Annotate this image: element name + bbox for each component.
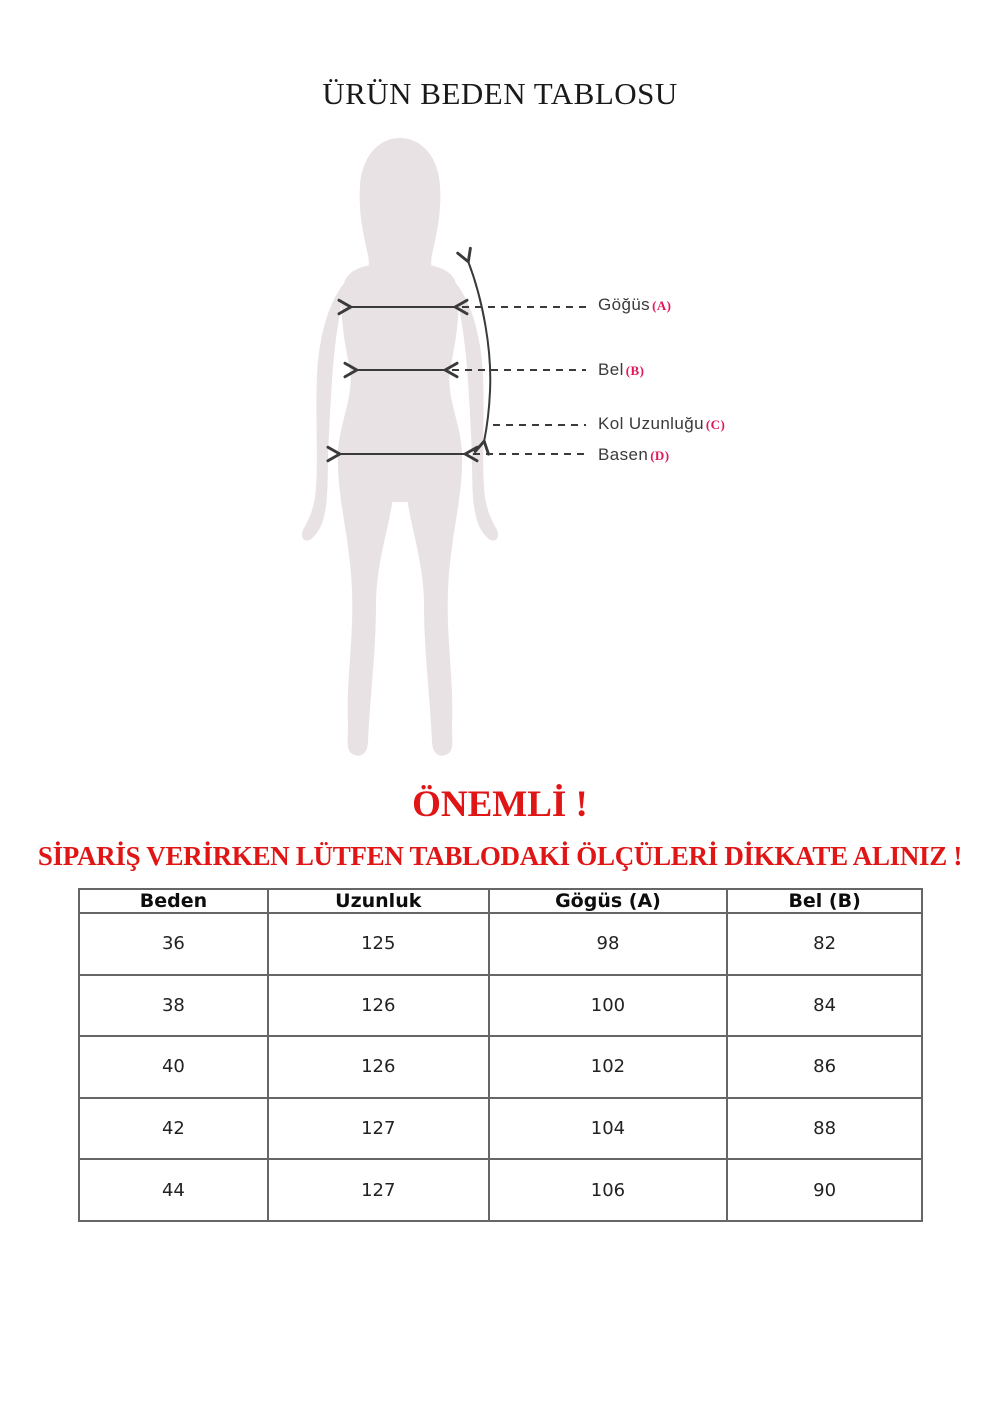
cell-size: 38 <box>79 975 268 1037</box>
cell-chest: 100 <box>489 975 728 1037</box>
silhouette-right-arm <box>452 281 498 541</box>
page-title: ÜRÜN BEDEN TABLOSU <box>322 76 678 111</box>
table-row <box>79 1159 922 1221</box>
cell-waist: 84 <box>727 975 922 1037</box>
table-row <box>79 913 922 975</box>
label-chest-text: Göğüs <box>598 295 651 314</box>
table-row <box>79 1098 922 1160</box>
cell-waist: 88 <box>727 1098 922 1160</box>
cell-length: 127 <box>268 1159 489 1221</box>
silhouette-right-leg <box>406 451 462 756</box>
label-arm-length <box>598 414 725 434</box>
body-measurement-diagram <box>280 135 600 765</box>
silhouette-left-arm <box>302 281 348 541</box>
table-row <box>79 1036 922 1098</box>
cell-length: 127 <box>268 1098 489 1160</box>
cell-chest: 106 <box>489 1159 728 1221</box>
cell-waist: 86 <box>727 1036 922 1098</box>
table-row <box>79 975 922 1037</box>
label-hip <box>598 445 669 465</box>
label-hip-letter: (D) <box>650 448 670 463</box>
label-waist-text: Bel <box>598 360 624 379</box>
header-bel: Bel (B) <box>727 889 922 913</box>
important-heading: ÖNEMLİ ! <box>412 784 588 825</box>
cell-size: 36 <box>79 913 268 975</box>
label-arm-length-letter: (C) <box>705 417 726 432</box>
cell-length: 126 <box>268 975 489 1037</box>
cell-waist: 90 <box>727 1159 922 1221</box>
cell-chest: 102 <box>489 1036 728 1098</box>
label-chest-letter: (A) <box>652 298 672 313</box>
header-gogus: Gögüs (A) <box>489 889 728 913</box>
cell-waist: 82 <box>727 913 922 975</box>
cell-length: 126 <box>268 1036 489 1098</box>
cell-chest: 104 <box>489 1098 728 1160</box>
silhouette-neck <box>386 215 414 263</box>
order-warning-text: SİPARİŞ VERİRKEN LÜTFEN TABLODAKİ ÖLÇÜLERİ DİKKATE ALINIZ ! <box>37 841 963 871</box>
header-uzunluk: Uzunluk <box>268 889 489 913</box>
label-hip-text: Basen <box>598 445 649 464</box>
header-beden: Beden <box>79 889 268 913</box>
label-waist-letter: (B) <box>625 363 645 378</box>
label-chest <box>598 295 671 315</box>
label-arm-length-text: Kol Uzunluğu <box>598 414 704 433</box>
size-table-header-row <box>79 889 922 913</box>
silhouette-head <box>374 142 426 222</box>
cell-size: 44 <box>79 1159 268 1221</box>
female-silhouette <box>302 138 498 756</box>
cell-size: 40 <box>79 1036 268 1098</box>
silhouette-left-leg <box>338 451 394 756</box>
label-waist <box>598 360 644 380</box>
cell-size: 42 <box>79 1098 268 1160</box>
cell-length: 125 <box>268 913 489 975</box>
cell-chest: 98 <box>489 913 728 975</box>
size-table <box>78 888 923 1222</box>
